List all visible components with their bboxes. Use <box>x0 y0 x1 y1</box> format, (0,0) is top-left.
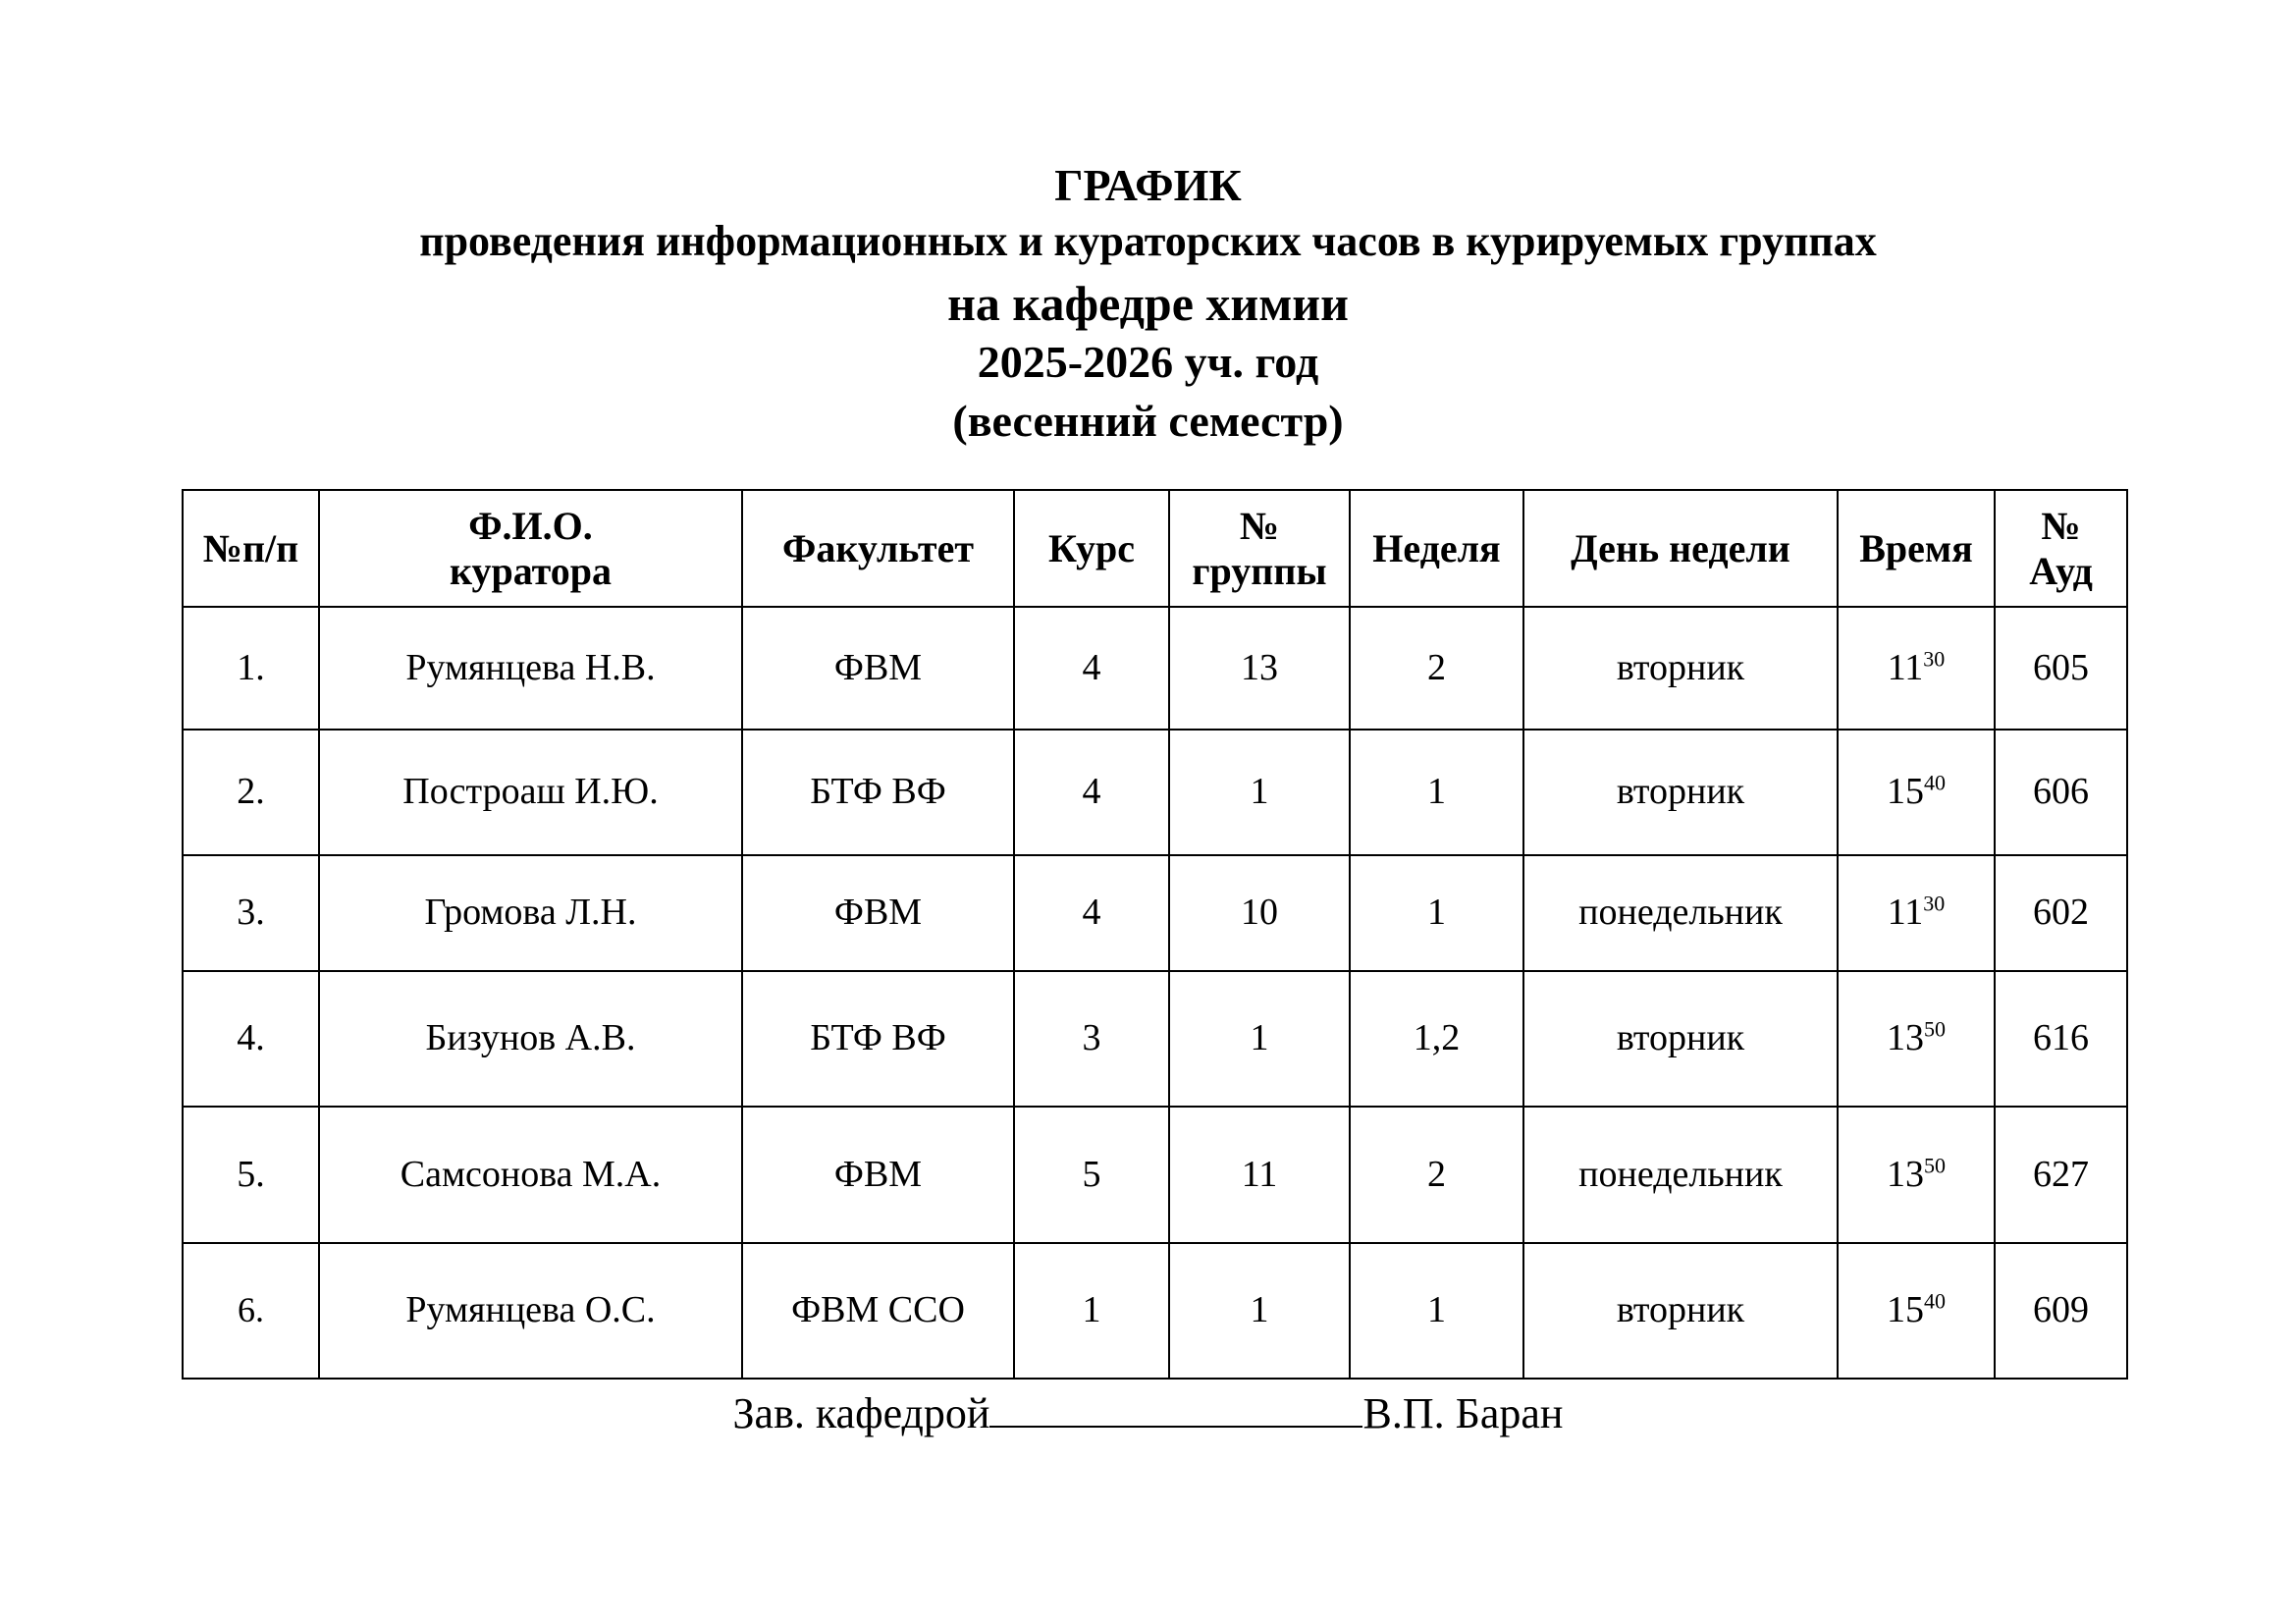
cell-week: 1 <box>1350 855 1523 971</box>
cell-week: 1 <box>1350 730 1523 855</box>
cell-day: вторник <box>1523 971 1838 1107</box>
cell-group: 11 <box>1169 1107 1350 1243</box>
cell-group: 10 <box>1169 855 1350 971</box>
document-subtitle-department: на кафедре химии <box>947 276 1349 331</box>
table-row <box>183 607 2127 730</box>
time-hours: 11 <box>1887 646 1924 688</box>
cell-time <box>1838 1243 1995 1379</box>
cell-group: 13 <box>1169 607 1350 730</box>
academic-year: 2025-2026 уч. год <box>977 337 1319 387</box>
header-day: День недели <box>1523 490 1838 607</box>
cell-week: 2 <box>1350 607 1523 730</box>
cell-week: 2 <box>1350 1107 1523 1243</box>
cell-time <box>1838 1107 1995 1243</box>
header-course: Курс <box>1014 490 1169 607</box>
cell-curator-name: Румянцева О.С. <box>319 1243 742 1379</box>
cell-day: вторник <box>1523 730 1838 855</box>
cell-time <box>1838 730 1995 855</box>
header-curator-name-line1: Ф.И.О. <box>468 503 593 548</box>
cell-course: 4 <box>1014 730 1169 855</box>
header-room <box>1995 490 2127 607</box>
document-title: ГРАФИК <box>1054 160 1242 210</box>
time-hours: 15 <box>1887 1289 1924 1331</box>
cell-room: 627 <box>1995 1107 2127 1243</box>
signature-name: В.П. Баран <box>1362 1389 1564 1437</box>
cell-faculty: ФВМ ССО <box>742 1243 1014 1379</box>
cell-faculty: ФВМ <box>742 855 1014 971</box>
cell-number: 3. <box>183 855 319 971</box>
header-week: Неделя <box>1350 490 1523 607</box>
time-hours: 13 <box>1887 1153 1924 1195</box>
cell-day: понедельник <box>1523 1107 1838 1243</box>
signature-prefix: Зав. кафедрой <box>732 1389 990 1437</box>
time-minutes: 50 <box>1924 1153 1946 1177</box>
header-time: Время <box>1838 490 1995 607</box>
cell-curator-name: Построаш И.Ю. <box>319 730 742 855</box>
time-hours: 11 <box>1887 892 1924 934</box>
table-row <box>183 971 2127 1107</box>
document-subtitle-line1: проведения информационных и кураторских часов в курируемых группах <box>419 217 1877 265</box>
header-group-line1: № <box>1239 503 1280 548</box>
cell-day: понедельник <box>1523 855 1838 971</box>
table-header-row <box>183 490 2127 607</box>
cell-course: 5 <box>1014 1107 1169 1243</box>
cell-group: 1 <box>1169 971 1350 1107</box>
cell-faculty: ФВМ <box>742 1107 1014 1243</box>
time-minutes: 50 <box>1924 1016 1946 1042</box>
cell-number: 5. <box>183 1107 319 1243</box>
cell-room: 609 <box>1995 1243 2127 1379</box>
cell-course: 1 <box>1014 1243 1169 1379</box>
time-hours: 15 <box>1887 771 1924 813</box>
table-row <box>183 730 2127 855</box>
cell-room: 616 <box>1995 971 2127 1107</box>
cell-time <box>1838 607 1995 730</box>
cell-course: 4 <box>1014 855 1169 971</box>
table-row <box>183 1243 2127 1379</box>
cell-number: 1. <box>183 607 319 730</box>
schedule-table <box>182 489 2128 1380</box>
header-curator-name <box>319 490 742 607</box>
time-minutes: 30 <box>1923 646 1946 671</box>
cell-room: 602 <box>1995 855 2127 971</box>
cell-curator-name: Громова Л.Н. <box>319 855 742 971</box>
time-hours: 13 <box>1887 1017 1924 1059</box>
cell-number: 2. <box>183 730 319 855</box>
cell-group: 1 <box>1169 1243 1350 1379</box>
time-minutes: 40 <box>1924 1288 1946 1314</box>
time-minutes: 30 <box>1923 891 1946 916</box>
cell-course: 3 <box>1014 971 1169 1107</box>
header-group-line2: группы <box>1192 548 1327 593</box>
cell-room: 605 <box>1995 607 2127 730</box>
cell-number: 6. <box>183 1243 319 1379</box>
signature-blank <box>989 1386 1362 1428</box>
cell-faculty: БТФ ВФ <box>742 730 1014 855</box>
header-faculty: Факультет <box>742 490 1014 607</box>
cell-week: 1,2 <box>1350 971 1523 1107</box>
table-row <box>183 855 2127 971</box>
cell-group: 1 <box>1169 730 1350 855</box>
cell-room: 606 <box>1995 730 2127 855</box>
cell-time <box>1838 855 1995 971</box>
cell-week: 1 <box>1350 1243 1523 1379</box>
header-number: №п/п <box>183 490 319 607</box>
header-group <box>1169 490 1350 607</box>
signature-line <box>0 1386 2296 1435</box>
cell-faculty: ФВМ <box>742 607 1014 730</box>
header-room-line2: Ауд <box>2029 548 2093 593</box>
header-room-line1: № <box>2041 503 2081 548</box>
cell-faculty: БТФ ВФ <box>742 971 1014 1107</box>
cell-curator-name: Румянцева Н.В. <box>319 607 742 730</box>
cell-number: 4. <box>183 971 319 1107</box>
semester: (весенний семестр) <box>952 396 1344 446</box>
time-minutes: 40 <box>1924 770 1946 795</box>
header-curator-name-line2: куратора <box>449 548 613 593</box>
cell-day: вторник <box>1523 1243 1838 1379</box>
cell-curator-name: Бизунов А.В. <box>319 971 742 1107</box>
cell-curator-name: Самсонова М.А. <box>319 1107 742 1243</box>
cell-day: вторник <box>1523 607 1838 730</box>
table-row <box>183 1107 2127 1243</box>
cell-time <box>1838 971 1995 1107</box>
cell-course: 4 <box>1014 607 1169 730</box>
